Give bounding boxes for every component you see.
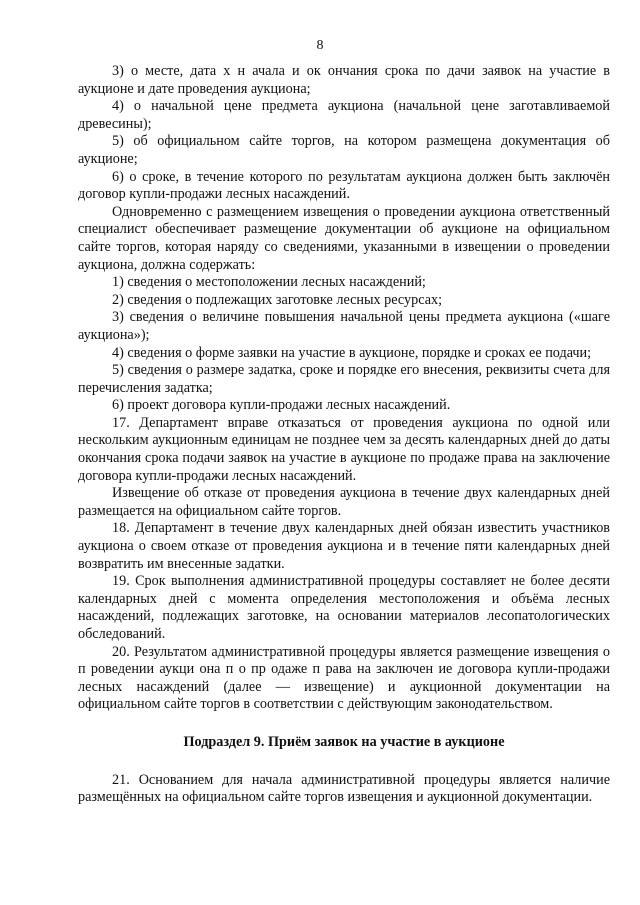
paragraph-doc-item-1: 1) сведения о местоположении лесных насаждений; — [112, 274, 426, 291]
paragraph-item-5-official-site: 5) об официальном сайте торгов, на котором размещена документация об аукционе; — [78, 133, 610, 167]
paragraph-refusal-notice: Извещение об отказе от проведения аукциона в течение двух календарных дней размещается на официальном сайте торгов. — [78, 485, 610, 519]
paragraph-doc-item-4: 4) сведения о форме заявки на участие в аукционе, порядке и сроках ее подачи; — [112, 344, 592, 361]
paragraph-doc-item-3: 3) сведения о величине повышения начальной цены предмета аукциона («шаге аукциона»); — [78, 309, 610, 343]
paragraph-documentation-intro: Одновременно с размещением извещения о проведении аукциона ответственный специалист обеспечивает размещение документации об аукционе на официальном сайте торгов, которая наряду со сведениями, указанными в извещении о проведении аукциона, должна содержать: — [78, 203, 610, 273]
paragraph-doc-item-2: 2) сведения о подлежащих заготовке лесных ресурсах; — [112, 291, 443, 308]
paragraph-item-4-start-price: 4) о начальной цене предмета аукциона (начальной цене заготавливаемой древесины); — [78, 98, 610, 132]
paragraph-item-3-place-dates: 3) о месте, дата х н ачала и ок ончания срока по дачи заявок на участие в аукционе и дате проведения аукциона; — [78, 63, 610, 97]
paragraph-clause-20: 20. Результатом административной процедуры является размещение извещения о п роведении аукци она п о пр одаже п рава на заключен ие договора купли-продажи лесных насаждений (далее — извещение) и аукционной документации на официальном сайте торгов в соответствии с действующим законодательством. — [78, 643, 610, 713]
page-number: 8 — [316, 38, 324, 53]
paragraph-clause-18: 18. Департамент в течение двух календарных дней обязан известить участников аукциона о своем отказе от проведения аукциона и в течение пяти календарных дней возвратить им внесенные задатки. — [78, 520, 610, 572]
section-heading: Подраздел 9. Приём заявок на участие в аукционе — [183, 733, 505, 750]
paragraph-item-6-contract-term: 6) о сроке, в течение которого по результатам аукциона должен быть заключён договор купли-продажи лесных насаждений. — [78, 168, 610, 203]
paragraph-clause-19: 19. Срок выполнения административной процедуры составляет не более десяти календарных дней с момента определения местоположения и объёма лесных насаждений, подлежащих заготовке, на основании материалов лесопатологических обследований. — [78, 573, 610, 642]
document-body — [78, 63, 610, 807]
paragraph-doc-item-5: 5) сведения о размере задатка, сроке и порядке его внесения, реквизиты счета для перечисления задатка; — [78, 362, 610, 396]
paragraph-clause-17: 17. Департамент вправе отказаться от проведения аукциона по одной или нескольким аукционным единицам не позднее чем за десять календарных дней до даты окончания срока подачи заявок на участие в аукционе по продаже права на заключение договора купли-продажи лесных насаждений. — [78, 414, 610, 484]
paragraph-clause-21: 21. Основанием для начала административной процедуры является наличие размещённых на официальном сайте торгов извещения и аукционной документации. — [78, 771, 610, 806]
paragraph-doc-item-6: 6) проект договора купли-продажи лесных насаждений. — [112, 397, 451, 414]
